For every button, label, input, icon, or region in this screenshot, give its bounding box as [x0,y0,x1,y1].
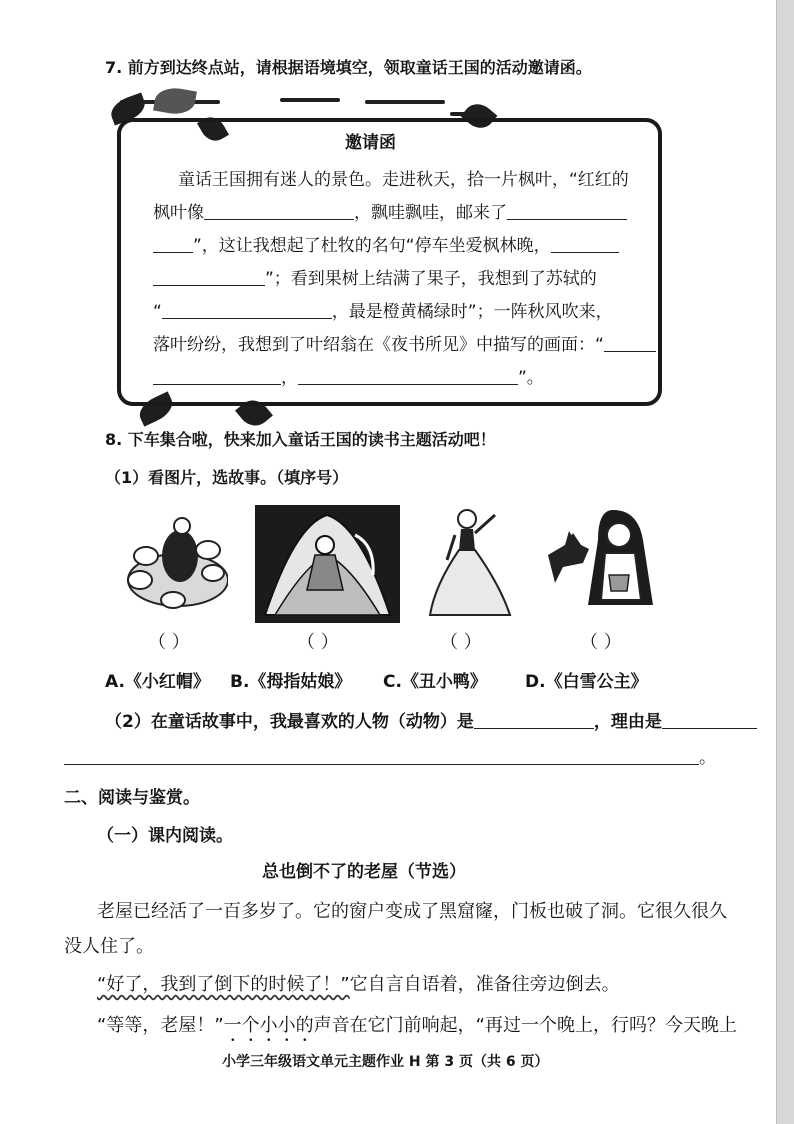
blank-field[interactable] [64,748,699,765]
vine-decoration [280,98,340,102]
page-edge [776,0,794,1124]
passage-title: 总也倒不了的老屋（节选） [262,862,466,882]
leaf-icon [153,85,197,118]
blank-field[interactable] [474,712,594,729]
section2-heading: 二、阅读与鉴赏。 [64,788,200,808]
passage-para3: “等等，老屋！”一个小小的声音在它门前响起，“再过一个晚上，行吗？今天晚上 [97,1015,737,1036]
invitation-frame [117,118,662,406]
card-line-6: 落叶纷纷，我想到了叶绍翁在《夜书所见》中描写的画面：“ [153,335,656,355]
q8-sub2: （2）在童话故事中，我最喜欢的人物（动物）是 ，理由是 [105,712,757,732]
passage-para1-line1: 老屋已经活了一百多岁了。它的窗户变成了黑窟窿，门板也破了洞。它很久很久 [97,901,727,922]
card-line-1: 童话王国拥有迷人的景色。走进秋天，拾一片枫叶，“红红的 [178,170,629,190]
passage-para2: “好了，我到了倒下的时候了！”它自言自语着，准备往旁边倒去。 [97,974,620,995]
blank-field[interactable] [153,368,281,385]
blank-field[interactable] [662,712,757,729]
answer-paren[interactable]: （ ） [297,632,339,653]
blank-field[interactable] [204,203,354,220]
q8-answer-line: 。 [64,748,716,768]
blank-field[interactable] [507,203,627,220]
q8-title: 8. 下车集合啦，快来加入童话王国的读书主题活动吧！ [105,430,496,449]
option-c: C.《丑小鸭》 [383,672,487,692]
answer-paren[interactable]: （ ） [580,632,622,653]
option-a: A.《小红帽》 [105,672,210,692]
answer-paren[interactable]: （ ） [440,632,482,653]
card-line-3: ”，这让我想起了杜牧的名句“停车坐爱枫林晚， [153,236,619,256]
q8-sub1: （1）看图片，选故事。（填序号） [105,468,349,487]
red-riding-hood-picture [543,505,658,615]
blank-field[interactable] [551,236,619,253]
card-line-7: ， ”。 [153,368,544,388]
card-title: 邀请函 [345,133,396,153]
answer-paren[interactable]: （ ） [148,632,190,653]
blank-field[interactable] [162,302,332,319]
option-d: D.《白雪公主》 [525,672,648,692]
vine-decoration [365,100,445,104]
blank-field[interactable] [153,269,265,286]
page-footer: 小学三年级语文单元主题作业 H 第 3 页（共 6 页） [222,1054,549,1070]
q7-title: 7. 前方到达终点站，请根据语境填空，领取童话王国的活动邀请函。 [105,58,592,77]
section2-sub: （一）课内阅读。 [97,826,233,846]
card-line-4: ”；看到果树上结满了果子，我想到了苏轼的 [153,269,597,289]
blank-field[interactable] [298,368,518,385]
blank-field[interactable] [153,236,193,253]
card-line-5: “ ，最是橙黄橘绿时”；一阵秋风吹来， [153,302,613,322]
snow-white-picture [425,505,520,620]
blank-field[interactable] [604,335,656,352]
thumbelina-picture [255,505,400,623]
passage-para1-line2: 没人住了。 [64,936,154,957]
duckling-picture [118,508,228,618]
option-b: B.《拇指姑娘》 [230,672,352,692]
card-line-2: 枫叶像 ，飘哇飘哇，邮来了 [153,203,627,223]
